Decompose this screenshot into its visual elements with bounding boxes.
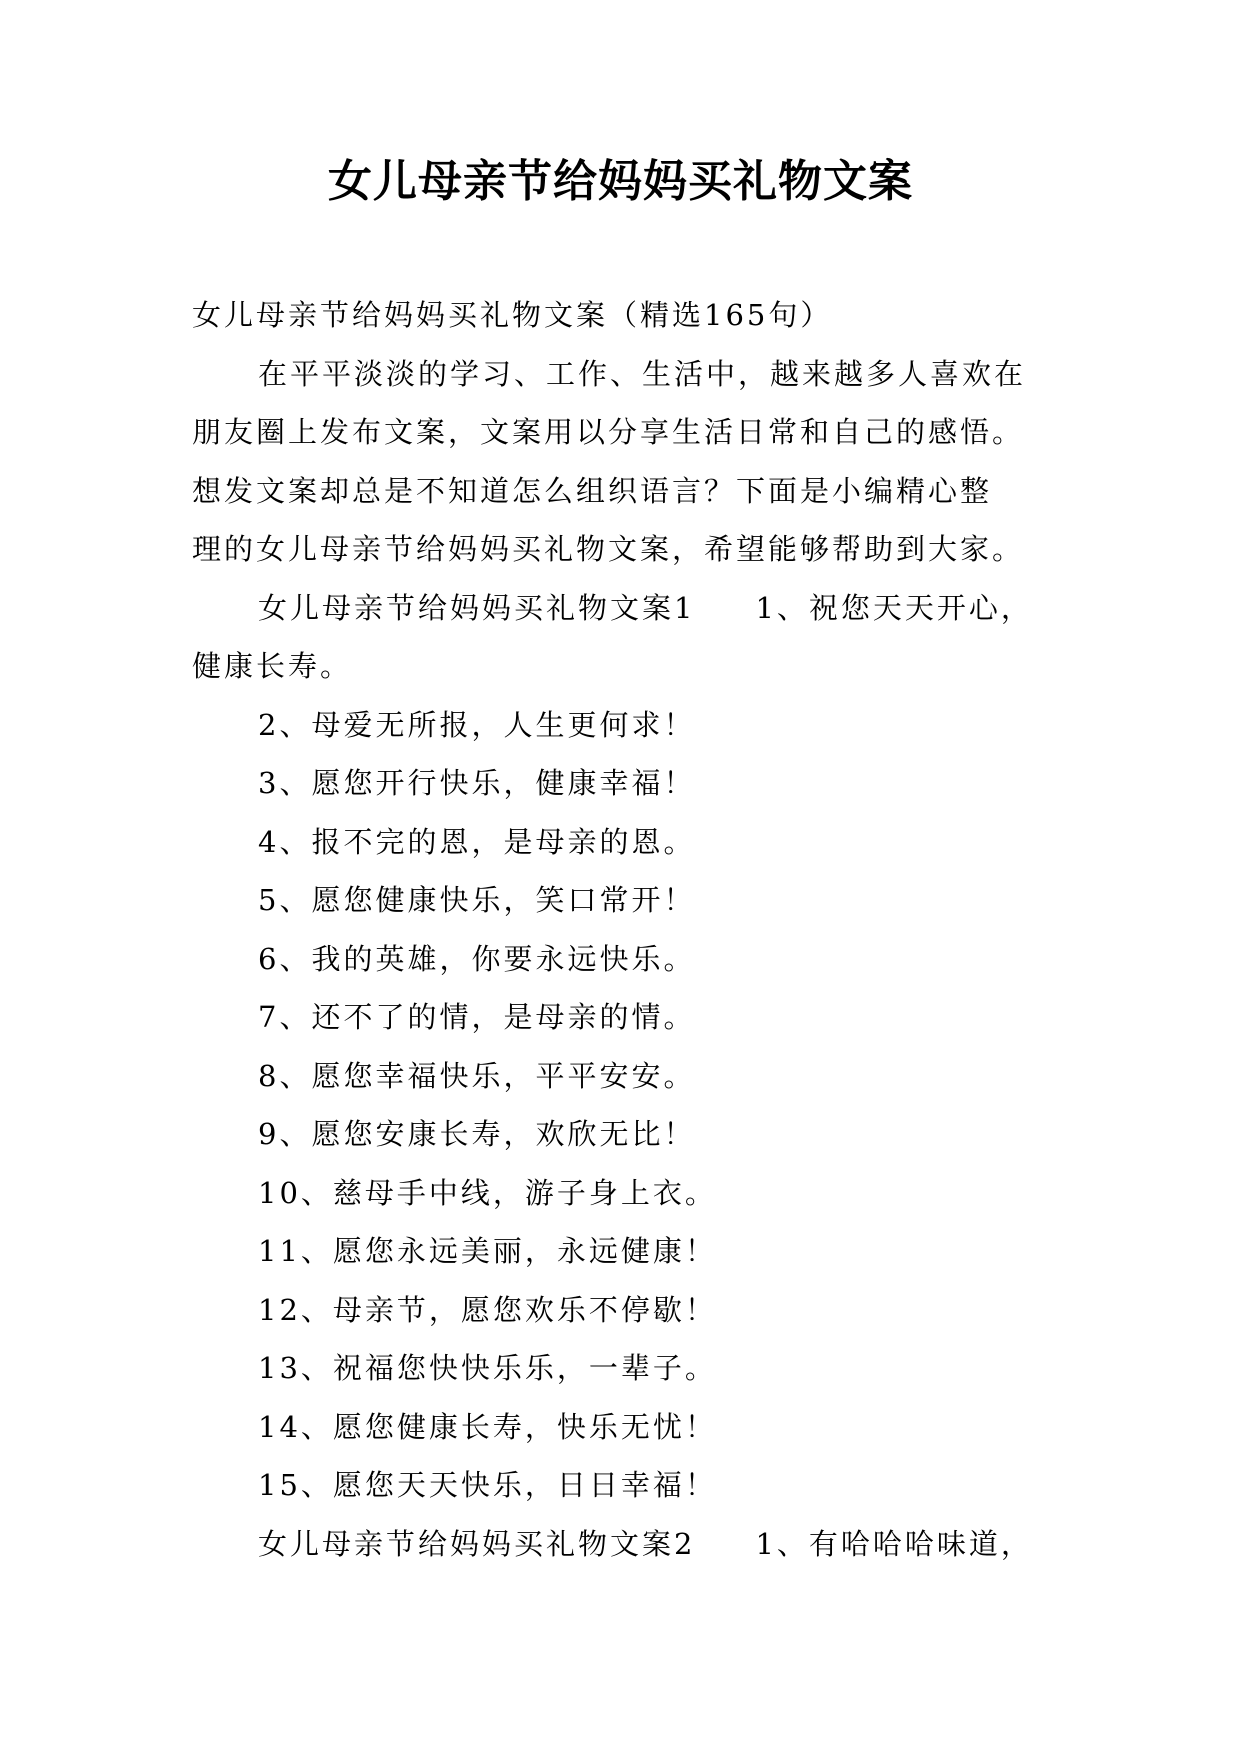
document-body [192, 286, 1072, 1573]
list-item: 10、慈母手中线，游子身上衣。 [258, 1175, 717, 1210]
list-item: 14、愿您健康长寿，快乐无忧！ [258, 1409, 717, 1444]
section-1-heading-line [192, 579, 1072, 638]
page-title: 女儿母亲节给妈妈买礼物文案 [328, 156, 913, 207]
list-item: 6、我的英雄，你要永远快乐。 [258, 941, 696, 976]
list-item: 15、愿您天天快乐，日日幸福！ [258, 1468, 717, 1502]
list-item: 2、母爱无所报，人生更何求！ [258, 707, 696, 742]
list-item: 3、愿您开行快乐，健康幸福！ [258, 766, 696, 800]
list-item: 11、愿您永远美丽，永远健康！ [258, 1234, 717, 1268]
list-item: 4、报不完的恩，是母亲的恩。 [258, 824, 696, 859]
list-item: 1、祝您天天开心， [755, 590, 1033, 625]
list-item: 5、愿您健康快乐，笑口常开！ [258, 883, 696, 917]
section-heading: 女儿母亲节给妈妈买礼物文案2 [258, 1526, 696, 1561]
list-item: 13、祝福您快快乐乐，一辈子。 [258, 1351, 717, 1385]
intro-line: 理的女儿母亲节给妈妈买礼物文案，希望能够帮助到大家。 [192, 532, 1025, 566]
list-item: 12、母亲节，愿您欢乐不停歇！ [258, 1292, 717, 1327]
intro-line: 朋友圈上发布文案，文案用以分享生活日常和自己的感悟。 [192, 415, 1025, 449]
list-item: 1、有哈哈哈味道， [755, 1526, 1033, 1561]
section-heading: 女儿母亲节给妈妈买礼物文案1 [258, 590, 696, 625]
intro-line: 想发文案却总是不知道怎么组织语言？下面是小编精心整 [192, 473, 993, 508]
intro-line: 在平平淡淡的学习、工作、生活中，越来越多人喜欢在 [258, 356, 1027, 391]
list-item: 9、愿您安康长寿，欢欣无比！ [258, 1117, 696, 1151]
list-item: 7、还不了的情，是母亲的情。 [258, 1000, 696, 1034]
section-2-heading-line [192, 1515, 1072, 1574]
document-subtitle: 女儿母亲节给妈妈买礼物文案（精选165句） [192, 298, 833, 332]
list-item: 8、愿您幸福快乐，平平安安。 [258, 1058, 696, 1093]
list-item-continuation: 健康长寿。 [192, 649, 353, 683]
